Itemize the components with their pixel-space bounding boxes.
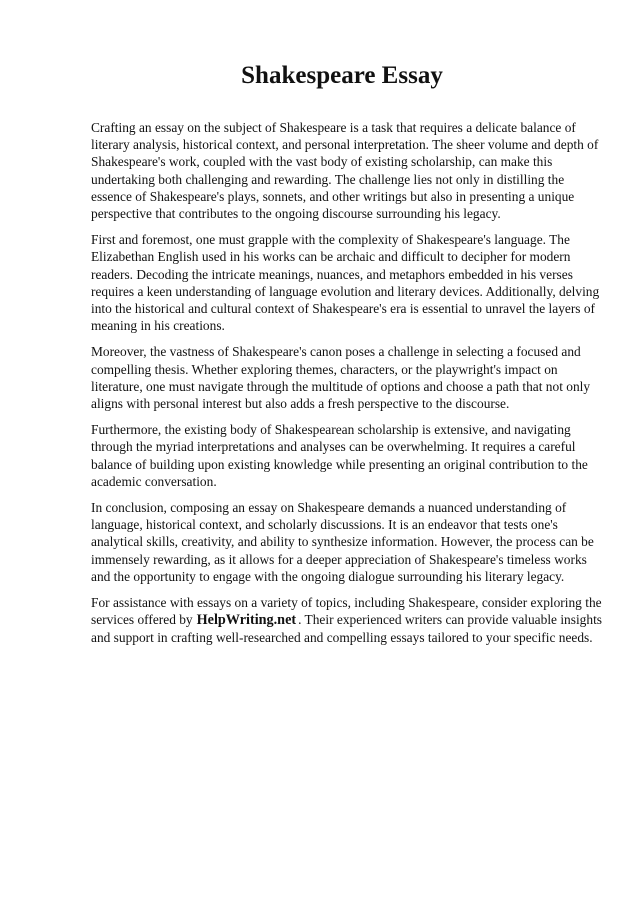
paragraph-conclusion: In conclusion, composing an essay on Shakespeare demands a nuanced understanding of language, historical context, and scholarly discussions. It is an endeavor that tests one's analytical skills, creativity, and ability to synthesize information. However, the process can be immensely rewarding, as it allows for a deeper appreciation of Shakespeare's timeless works and the opportunity to engage with the ongoing dialogue surrounding his literary legacy. <box>91 500 594 584</box>
essay-body <box>91 119 603 656</box>
paragraph-intro: Crafting an essay on the subject of Shakespeare is a task that requires a delicate balance of literary analysis, historical context, and personal interpretation. The sheer volume and depth of Shakespeare's work, coupled with the vast body of existing scholarship, can make this undertaking both challenging and rewarding. The challenge lies not only in distilling the essence of Shakespeare's plays, sonnets, and other writings but also in presenting a unique perspective that contributes to the ongoing discourse surrounding his legacy. <box>91 120 599 222</box>
paragraph-closing <box>91 594 603 647</box>
paragraph-canon: Moreover, the vastness of Shakespeare's canon poses a challenge in selecting a focused and compelling thesis. Whether exploring themes, characters, or the playwright's impact on literature, one must navigate through the multitude of options and choose a path that not only aligns with personal interest but also adds a fresh perspective to the discourse. <box>91 344 591 412</box>
paragraph-language: First and foremost, one must grapple with the complexity of Shakespeare's language. The Elizabethan English used in his works can be archaic and difficult to decipher for modern readers. Decoding the intricate meanings, nuances, and metaphors embedded in his verses requires a keen understanding of language evolution and literary devices. Additionally, delving into the historical and cultural context of Shakespeare's era is essential to unravel the layers of meaning in his creations. <box>91 232 600 334</box>
page-title: Shakespeare Essay <box>241 62 443 89</box>
closing-text-before-link: For assistance with essays on a variety of topics, including Shakespeare, consider exploring the services offered by <box>91 595 602 628</box>
paragraph-scholarship: Furthermore, the existing body of Shakespearean scholarship is extensive, and navigating through the myriad interpretations and analyses can be overwhelming. It requires a careful balance of building upon existing knowledge while presenting an original contribution to the academic conversation. <box>91 422 588 489</box>
closing-text-after-link: . Their experienced writers can provide valuable insights and support in crafting well-researched and compelling essays tailored to your specific needs. <box>91 612 603 646</box>
helpwriting-link[interactable]: HelpWriting.net <box>196 612 297 629</box>
